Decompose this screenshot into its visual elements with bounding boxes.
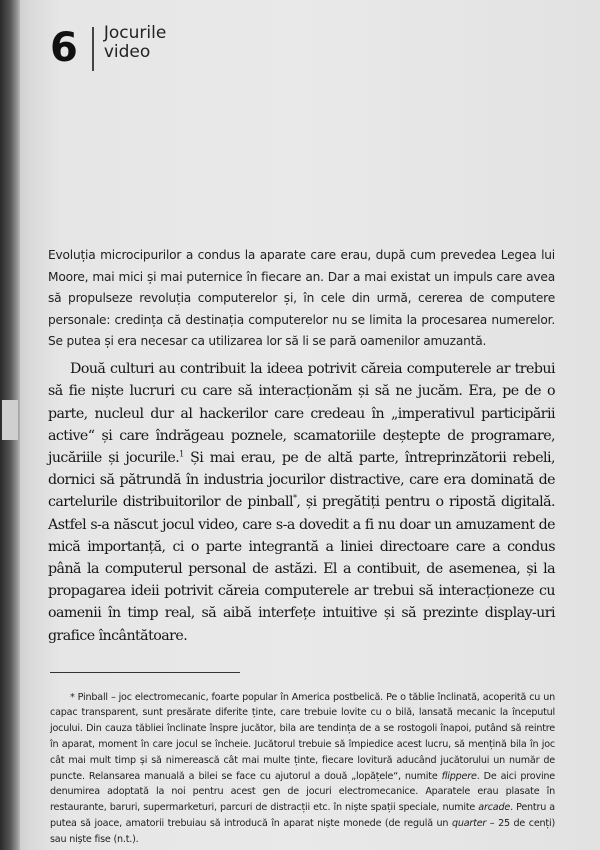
chapter-title: [104, 24, 166, 62]
adjacent-page-label: [2, 400, 18, 440]
chapter-divider: [92, 27, 94, 71]
body-text-part1: Două culturi au contribuit la ideea potrivit căreia computerele ar trebui să fie niște lucruri cu care să interacționăm și să ne jucăm. Era, pe de o parte, nucleul dur al hackerilor care credeau în „imperativul participării active“ și care îndrăgeau poznele, scamatoriile deștepte de programare, jucăriile și jocurile.: [48, 361, 555, 466]
footnote-italic-quarter: quarter: [451, 817, 487, 829]
footnote: [50, 690, 555, 848]
footnote-italic-flippere: flippere: [441, 770, 477, 782]
chapter-title-line2: video: [103, 42, 151, 62]
chapter-title-line1: Jocurile: [103, 23, 167, 43]
footnote-text1: Pinball – joc electromecanic, foarte popular în America postbelică. Pe o tăblie înclinată, acoperită cu un capac transparent, sunt presărate diferite ținte, care trebuie lovite cu o bilă, lansată mecanic la începutul jocului. Din cauza tăbliei înclinate înspre jucător, bila are tendința de a se rostogoli înapoi, putând să reintre în aparat, moment în care jocul se încheie. Jucătorul trebuie să împiedice acest lucru, să mențină bila în joc cât mai mult timp și să nimerească cât mai multe ținte, fiecare lovitură aducând jucătorului un număr de puncte. Relansarea manuală a bilei se face cu ajutorul a două „lopățele“, numite: [50, 691, 555, 782]
body-text-part2: Și mai erau, pe de altă parte, întreprinzătorii rebeli, dornici să pătrundă în industria jocurilor distractive, care era dominată de cartelurile distribuitorilor de pinball: [48, 450, 555, 511]
body-text-part3: , și pregătiți pentru o ripostă digitală. Astfel s-a născut jocul video, care s-a dovedit a fi nu doar un amuzament de mică importanță, ci o parte integrantă a liniei directoare care a condus până la computerul personal de astăzi. El a contibuit, de asemenea, și la propagarea ideii potrivit căreia computerele ar trebui să interacționeze cu oamenii în timp real, să aibă interfețe intuitive și să prezinte display-uri grafice încântătoare.: [48, 494, 555, 644]
body-paragraph: [48, 358, 555, 647]
footnote-text2: . De aici provine denumirea adoptată la noi pentru acest gen de jocuri electromecanice. Aparatele erau plasate în restaurante, baruri, supermarketuri, parcuri de distracții etc. în niște spații speciale, numite: [50, 770, 555, 814]
footnote-marker: *: [70, 691, 75, 703]
chapter-header: [50, 22, 166, 71]
footnote-separator: [50, 672, 240, 673]
footnote-text3: . Pentru a putea să joace, amatorii trebuiau să introducă în aparat niște monede (de regulă un: [50, 802, 555, 829]
footnote-text4: – 25 de cenți) sau niște fise (n.t.).: [50, 817, 556, 845]
book-spine: [0, 0, 20, 850]
footnote-italic-arcade: arcade: [478, 802, 511, 814]
footnote-ref-1: 1: [179, 449, 184, 459]
chapter-number: 6: [50, 25, 78, 71]
footnote-ref-star: *: [292, 493, 297, 503]
intro-paragraph: Evoluția microcipurilor a condus la aparate care erau, după cum prevedea Legea lui Moore, mai mici și mai puternice în fiecare an. Dar a mai existat un impuls care avea să propulseze revoluția computerelor și, în cele din urmă, cererea de computere personale: credința că destinația computerelor nu se limita la procesarea numerelor. Se putea și era necesar ca utilizarea lor să li se pară oamenilor amuzantă.: [48, 248, 555, 349]
